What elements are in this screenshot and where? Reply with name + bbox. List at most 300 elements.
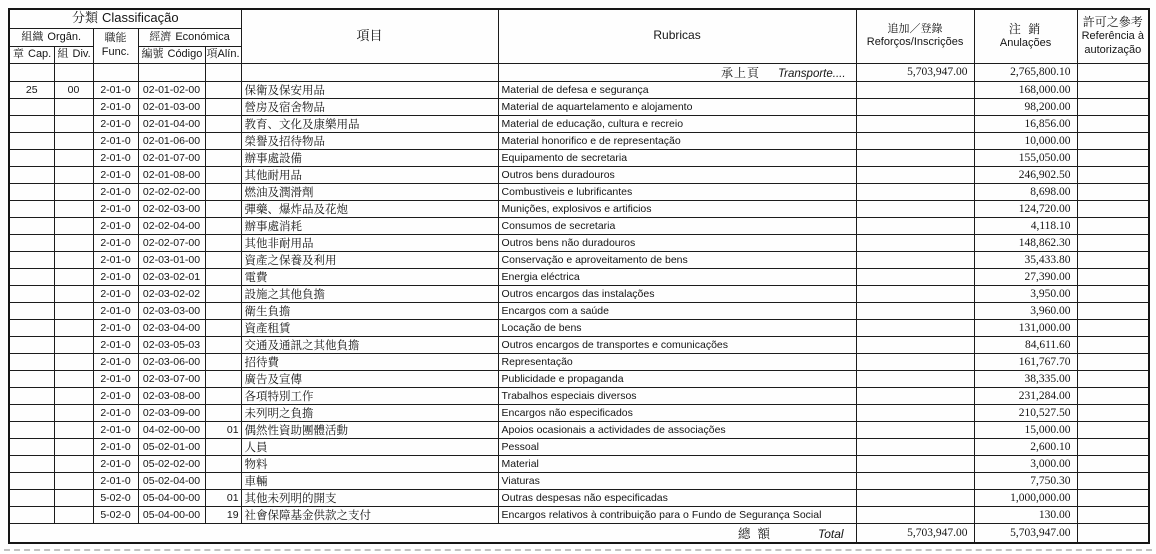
cell-reference: [1077, 387, 1149, 404]
cell-item-zh: 彈藥、爆炸品及花炮: [241, 200, 498, 217]
cell-reinforcements: [856, 421, 974, 438]
table-row: [9, 234, 1149, 251]
table-row: [9, 404, 1149, 421]
cell-rubric-pt: Material de defesa e segurança: [498, 81, 856, 98]
cell-rubric-pt: Material de aquartelamento e alojamento: [498, 98, 856, 115]
cell-reference: [1077, 166, 1149, 183]
cell-cancellations: 131,000.00: [974, 319, 1077, 336]
cell-reference: [1077, 115, 1149, 132]
table-row: [9, 200, 1149, 217]
cell-economic-code: 02-01-04-00: [138, 115, 205, 132]
header-organ-pt: Orgân.: [47, 30, 82, 43]
cell-rubric-pt: Viaturas: [498, 472, 856, 489]
cell-economic-code: 02-01-07-00: [138, 149, 205, 166]
cell-reference: [1077, 455, 1149, 472]
budget-table: [8, 8, 1150, 544]
cell-func-code: 5-02-0: [93, 506, 138, 523]
table-row: [9, 353, 1149, 370]
header-classification-zh: 分類: [71, 10, 98, 26]
header-classification: [9, 9, 241, 28]
cell-item-zh: 燃油及潤滑劑: [241, 183, 498, 200]
cell-item-zh: 保衛及保安用品: [241, 81, 498, 98]
cell-item-zh: 辦事處消耗: [241, 217, 498, 234]
cell-func-code: [93, 63, 138, 81]
cell-division: [54, 98, 93, 115]
cell-alinea: [205, 63, 241, 81]
cell-item-zh: 其他耐用品: [241, 166, 498, 183]
cell-economic-code: 02-02-04-00: [138, 217, 205, 234]
table-row: [9, 183, 1149, 200]
cell-chapter: [9, 302, 54, 319]
scan-bottom-dashed-line: [4, 549, 1152, 551]
cell-cancellations: 10,000.00: [974, 132, 1077, 149]
cell-item-zh: 其他非耐用品: [241, 234, 498, 251]
header-code-zh: 編號: [141, 48, 164, 61]
cell-cancellations: 7,750.30: [974, 472, 1077, 489]
cell-division: [54, 404, 93, 421]
header-chapter: [9, 46, 54, 63]
cell-chapter: [9, 370, 54, 387]
table-row: [9, 370, 1149, 387]
cell-func-code: 2-01-0: [93, 285, 138, 302]
header-code: [138, 46, 205, 63]
cell-func-code: 2-01-0: [93, 336, 138, 353]
cell-reinforcements: [856, 387, 974, 404]
cell-func-code: 5-02-0: [93, 489, 138, 506]
cell-reinforcements: [856, 81, 974, 98]
carry-forward-label: [498, 63, 856, 81]
carry-forward-pt: Transporte....: [778, 67, 846, 80]
cell-rubric-pt: Equipamento de secretaria: [498, 149, 856, 166]
cell-cancellations: 124,720.00: [974, 200, 1077, 217]
cell-reference: [1077, 336, 1149, 353]
header-organ: [9, 28, 93, 46]
header-classification-pt: Classificação: [101, 10, 179, 26]
cell-economic-code: 02-01-06-00: [138, 132, 205, 149]
cell-reinforcements: [856, 183, 974, 200]
cell-economic-code: 02-03-05-03: [138, 336, 205, 353]
cell-economic-code: 04-02-00-00: [138, 421, 205, 438]
cell-cancellations: 210,527.50: [974, 404, 1077, 421]
table-row: [9, 489, 1149, 506]
table-row: [9, 319, 1149, 336]
cell-rubric-pt: Publicidade e propaganda: [498, 370, 856, 387]
cell-reinforcements: [856, 285, 974, 302]
cell-alinea: [205, 217, 241, 234]
cell-economic-code: 05-02-02-00: [138, 455, 205, 472]
cell-chapter: [9, 387, 54, 404]
cell-alinea: [205, 132, 241, 149]
table-row: [9, 217, 1149, 234]
carry-forward-reinforcements: 5,703,947.00: [856, 63, 974, 81]
cell-division: [54, 438, 93, 455]
cell-item-zh: 社會保障基金供款之支付: [241, 506, 498, 523]
cell-cancellations: 3,960.00: [974, 302, 1077, 319]
cell-reinforcements: [856, 132, 974, 149]
cell-division: [54, 489, 93, 506]
cell-reference: [1077, 268, 1149, 285]
cell-reinforcements: [856, 149, 974, 166]
cell-division: [54, 302, 93, 319]
cell-item-zh: 物料: [241, 455, 498, 472]
cell-alinea: [205, 183, 241, 200]
cell-func-code: 2-01-0: [93, 472, 138, 489]
cell-item: [241, 63, 498, 81]
cell-func-code: 2-01-0: [93, 455, 138, 472]
cell-chapter: [9, 421, 54, 438]
cell-reinforcements: [856, 217, 974, 234]
cell-cancellations: 168,000.00: [974, 81, 1077, 98]
cell-economic-code: [138, 63, 205, 81]
cell-alinea: 19: [205, 506, 241, 523]
header-alinea: [205, 46, 241, 63]
cell-division: [54, 183, 93, 200]
cell-alinea: [205, 98, 241, 115]
cell-reinforcements: [856, 336, 974, 353]
cell-chapter: [9, 319, 54, 336]
cell-reference: [1077, 200, 1149, 217]
header-reference-zh: 許可之參考: [1082, 15, 1143, 29]
cell-cancellations: 27,390.00: [974, 268, 1077, 285]
cell-division: [54, 251, 93, 268]
cell-alinea: [205, 285, 241, 302]
cell-economic-code: 02-03-08-00: [138, 387, 205, 404]
header-cancellations-zh: 注 銷: [1008, 21, 1043, 36]
cell-item-zh: 辦事處設備: [241, 149, 498, 166]
cell-rubric-pt: Material: [498, 455, 856, 472]
cell-reinforcements: [856, 370, 974, 387]
cell-reference: [1077, 285, 1149, 302]
cell-division: [54, 319, 93, 336]
table-row: [9, 438, 1149, 455]
cell-func-code: 2-01-0: [93, 438, 138, 455]
cell-func-code: 2-01-0: [93, 387, 138, 404]
cell-reference: [1077, 63, 1149, 81]
table-row: [9, 387, 1149, 404]
cell-item-zh: 未列明之負擔: [241, 404, 498, 421]
cell-rubric-pt: Munições, explosivos e artificios: [498, 200, 856, 217]
cell-cancellations: 98,200.00: [974, 98, 1077, 115]
header-code-pt: Código: [167, 48, 203, 61]
cell-alinea: [205, 472, 241, 489]
cell-rubric-pt: Encargos relativos à contribuição para o Fundo de Segurança Social: [498, 506, 856, 523]
cell-alinea: [205, 200, 241, 217]
cell-rubric-pt: Outros bens não duradouros: [498, 234, 856, 251]
cell-chapter: [9, 353, 54, 370]
cell-cancellations: 38,335.00: [974, 370, 1077, 387]
cell-division: [54, 115, 93, 132]
cell-func-code: 2-01-0: [93, 217, 138, 234]
cell-cancellations: 3,950.00: [974, 285, 1077, 302]
table-body: [9, 81, 1149, 523]
cell-alinea: [205, 438, 241, 455]
cell-func-code: 2-01-0: [93, 98, 138, 115]
cell-alinea: [205, 166, 241, 183]
cell-reinforcements: [856, 166, 974, 183]
cell-division: [54, 217, 93, 234]
cell-rubric-pt: Outras despesas não especificadas: [498, 489, 856, 506]
cell-alinea: 01: [205, 421, 241, 438]
cell-alinea: [205, 336, 241, 353]
cell-func-code: 2-01-0: [93, 421, 138, 438]
cell-division: [54, 387, 93, 404]
cell-chapter: [9, 115, 54, 132]
cell-item-zh: 設施之其他負擔: [241, 285, 498, 302]
cell-division: [54, 336, 93, 353]
cell-economic-code: 02-03-09-00: [138, 404, 205, 421]
header-item: [241, 9, 498, 63]
cell-rubric-pt: Energia eléctrica: [498, 268, 856, 285]
cell-rubric-pt: Material de educação, cultura e recreio: [498, 115, 856, 132]
cell-chapter: [9, 63, 54, 81]
cell-alinea: [205, 387, 241, 404]
cell-rubric-pt: Combustiveis e lubrificantes: [498, 183, 856, 200]
cell-reinforcements: [856, 438, 974, 455]
header-organ-zh: 組織: [21, 30, 44, 43]
table-row: [9, 302, 1149, 319]
cell-alinea: 01: [205, 489, 241, 506]
cell-alinea: [205, 404, 241, 421]
cell-division: [54, 421, 93, 438]
cell-cancellations: 8,698.00: [974, 183, 1077, 200]
cell-reference: [1077, 183, 1149, 200]
table-row: [9, 506, 1149, 523]
cell-chapter: [9, 438, 54, 455]
table-row: [9, 285, 1149, 302]
cell-alinea: [205, 455, 241, 472]
header-rubrics-pt: Rubricas: [653, 28, 701, 43]
carry-forward-zh: 承上頁: [720, 65, 760, 80]
cell-cancellations: 161,767.70: [974, 353, 1077, 370]
cell-func-code: 2-01-0: [93, 268, 138, 285]
cell-item-zh: 營房及宿舍物品: [241, 98, 498, 115]
cell-reference: [1077, 149, 1149, 166]
cell-cancellations: 155,050.00: [974, 149, 1077, 166]
cell-chapter: [9, 285, 54, 302]
total-label: [9, 523, 856, 543]
cell-rubric-pt: Outros encargos das instalações: [498, 285, 856, 302]
table-row: [9, 421, 1149, 438]
total-reference: [1077, 523, 1149, 543]
cell-alinea: [205, 234, 241, 251]
cell-func-code: 2-01-0: [93, 302, 138, 319]
table-row: [9, 98, 1149, 115]
cell-chapter: 25: [9, 81, 54, 98]
cell-chapter: [9, 472, 54, 489]
cell-cancellations: 148,862.30: [974, 234, 1077, 251]
cell-rubric-pt: Conservação e aproveitamento de bens: [498, 251, 856, 268]
cell-reinforcements: [856, 268, 974, 285]
header-division: [54, 46, 93, 63]
header-reinforcements: [856, 9, 974, 63]
cell-chapter: [9, 183, 54, 200]
header-func-zh: 職能: [104, 31, 127, 44]
header-cancellations: [974, 9, 1077, 63]
table-row: [9, 251, 1149, 268]
cell-alinea: [205, 302, 241, 319]
header-chapter-pt: Cap.: [28, 48, 52, 61]
cell-cancellations: 15,000.00: [974, 421, 1077, 438]
total-reinforcements: 5,703,947.00: [856, 523, 974, 543]
cell-economic-code: 05-04-00-00: [138, 489, 205, 506]
cell-reference: [1077, 370, 1149, 387]
cell-reinforcements: [856, 302, 974, 319]
cell-func-code: 2-01-0: [93, 404, 138, 421]
header-item-zh: 項目: [356, 27, 383, 43]
cell-division: [54, 370, 93, 387]
header-cancellations-pt: Anulações: [999, 36, 1052, 49]
cell-chapter: [9, 455, 54, 472]
carry-forward-row: [9, 63, 1149, 81]
header-alinea-zh: 項: [206, 48, 218, 61]
cell-economic-code: 02-01-08-00: [138, 166, 205, 183]
cell-economic-code: 05-04-00-00: [138, 506, 205, 523]
cell-chapter: [9, 268, 54, 285]
cell-alinea: [205, 81, 241, 98]
total-section: [9, 523, 1149, 543]
cell-item-zh: 教育、文化及康樂用品: [241, 115, 498, 132]
cell-reinforcements: [856, 319, 974, 336]
cell-division: [54, 166, 93, 183]
total-zh: 總 額: [738, 526, 770, 541]
cell-reinforcements: [856, 98, 974, 115]
cell-division: [54, 268, 93, 285]
cell-reference: [1077, 234, 1149, 251]
cell-reference: [1077, 421, 1149, 438]
cell-division: [54, 200, 93, 217]
cell-rubric-pt: Encargos não especificados: [498, 404, 856, 421]
cell-alinea: [205, 149, 241, 166]
cell-rubric-pt: Outros encargos de transportes e comunicações: [498, 336, 856, 353]
header-reference-pt1: Referência à: [1081, 30, 1144, 42]
table-row: [9, 81, 1149, 98]
cell-reinforcements: [856, 506, 974, 523]
table-row: [9, 166, 1149, 183]
cell-func-code: 2-01-0: [93, 149, 138, 166]
cell-rubric-pt: Locação de bens: [498, 319, 856, 336]
carry-forward-section: [9, 63, 1149, 81]
cell-chapter: [9, 506, 54, 523]
cell-item-zh: 偶然性資助團體活動: [241, 421, 498, 438]
total-row: [9, 523, 1149, 543]
cell-economic-code: 02-02-07-00: [138, 234, 205, 251]
cell-chapter: [9, 489, 54, 506]
cell-func-code: 2-01-0: [93, 200, 138, 217]
cell-division: [54, 149, 93, 166]
cell-economic-code: 05-02-04-00: [138, 472, 205, 489]
header-division-zh: 組: [57, 48, 69, 61]
cell-chapter: [9, 251, 54, 268]
cell-economic-code: 02-02-03-00: [138, 200, 205, 217]
cell-reference: [1077, 472, 1149, 489]
cell-func-code: 2-01-0: [93, 166, 138, 183]
cell-reinforcements: [856, 251, 974, 268]
cell-item-zh: 資產租賃: [241, 319, 498, 336]
cell-economic-code: 02-03-07-00: [138, 370, 205, 387]
header-reinforcements-pt: Reforços/Inscrições: [866, 36, 964, 49]
carry-forward-cancellations: 2,765,800.10: [974, 63, 1077, 81]
cell-reference: [1077, 217, 1149, 234]
cell-func-code: 2-01-0: [93, 319, 138, 336]
cell-func-code: 2-01-0: [93, 183, 138, 200]
cell-rubric-pt: Trabalhos especiais diversos: [498, 387, 856, 404]
cell-item-zh: 人員: [241, 438, 498, 455]
cell-division: [54, 132, 93, 149]
header-economic-pt: Económica: [175, 30, 230, 43]
cell-reference: [1077, 251, 1149, 268]
cell-division: [54, 285, 93, 302]
cell-reference: [1077, 489, 1149, 506]
cell-reference: [1077, 302, 1149, 319]
cell-chapter: [9, 234, 54, 251]
cell-chapter: [9, 149, 54, 166]
header-economic: [138, 28, 241, 46]
cell-item-zh: 交通及通訊之其他負擔: [241, 336, 498, 353]
cell-economic-code: 02-03-02-01: [138, 268, 205, 285]
table-row: [9, 149, 1149, 166]
cell-economic-code: 02-03-04-00: [138, 319, 205, 336]
cell-division: [54, 506, 93, 523]
cell-alinea: [205, 353, 241, 370]
table-row: [9, 455, 1149, 472]
cell-economic-code: 02-01-02-00: [138, 81, 205, 98]
cell-cancellations: 231,284.00: [974, 387, 1077, 404]
cell-cancellations: 4,118.10: [974, 217, 1077, 234]
cell-economic-code: 05-02-01-00: [138, 438, 205, 455]
cell-item-zh: 資產之保養及利用: [241, 251, 498, 268]
cell-reinforcements: [856, 489, 974, 506]
header-reference: [1077, 9, 1149, 63]
table-row: [9, 132, 1149, 149]
cell-cancellations: 3,000.00: [974, 455, 1077, 472]
cell-reinforcements: [856, 200, 974, 217]
cell-func-code: 2-01-0: [93, 234, 138, 251]
cell-cancellations: 2,600.10: [974, 438, 1077, 455]
cell-division: [54, 353, 93, 370]
cell-func-code: 2-01-0: [93, 251, 138, 268]
cell-item-zh: 衛生負擔: [241, 302, 498, 319]
cell-alinea: [205, 115, 241, 132]
cell-reference: [1077, 404, 1149, 421]
cell-economic-code: 02-03-06-00: [138, 353, 205, 370]
header-rubrics: [498, 9, 856, 63]
cell-alinea: [205, 268, 241, 285]
cell-reinforcements: [856, 404, 974, 421]
cell-item-zh: 廣告及宣傳: [241, 370, 498, 387]
cell-economic-code: 02-03-01-00: [138, 251, 205, 268]
header-economic-zh: 經濟: [149, 30, 172, 43]
table-row: [9, 472, 1149, 489]
cell-alinea: [205, 319, 241, 336]
cell-item-zh: 招待費: [241, 353, 498, 370]
header-func-pt: Func.: [101, 45, 130, 58]
cell-func-code: 2-01-0: [93, 81, 138, 98]
cell-rubric-pt: Representação: [498, 353, 856, 370]
cell-reinforcements: [856, 115, 974, 132]
header-division-pt: Div.: [72, 48, 91, 61]
table-row: [9, 336, 1149, 353]
cell-economic-code: 02-03-02-02: [138, 285, 205, 302]
cell-reinforcements: [856, 353, 974, 370]
cell-cancellations: 130.00: [974, 506, 1077, 523]
cell-economic-code: 02-01-03-00: [138, 98, 205, 115]
cell-func-code: 2-01-0: [93, 132, 138, 149]
cell-chapter: [9, 132, 54, 149]
total-pt: Total: [817, 526, 844, 541]
cell-chapter: [9, 217, 54, 234]
cell-reinforcements: [856, 234, 974, 251]
cell-division: [54, 234, 93, 251]
